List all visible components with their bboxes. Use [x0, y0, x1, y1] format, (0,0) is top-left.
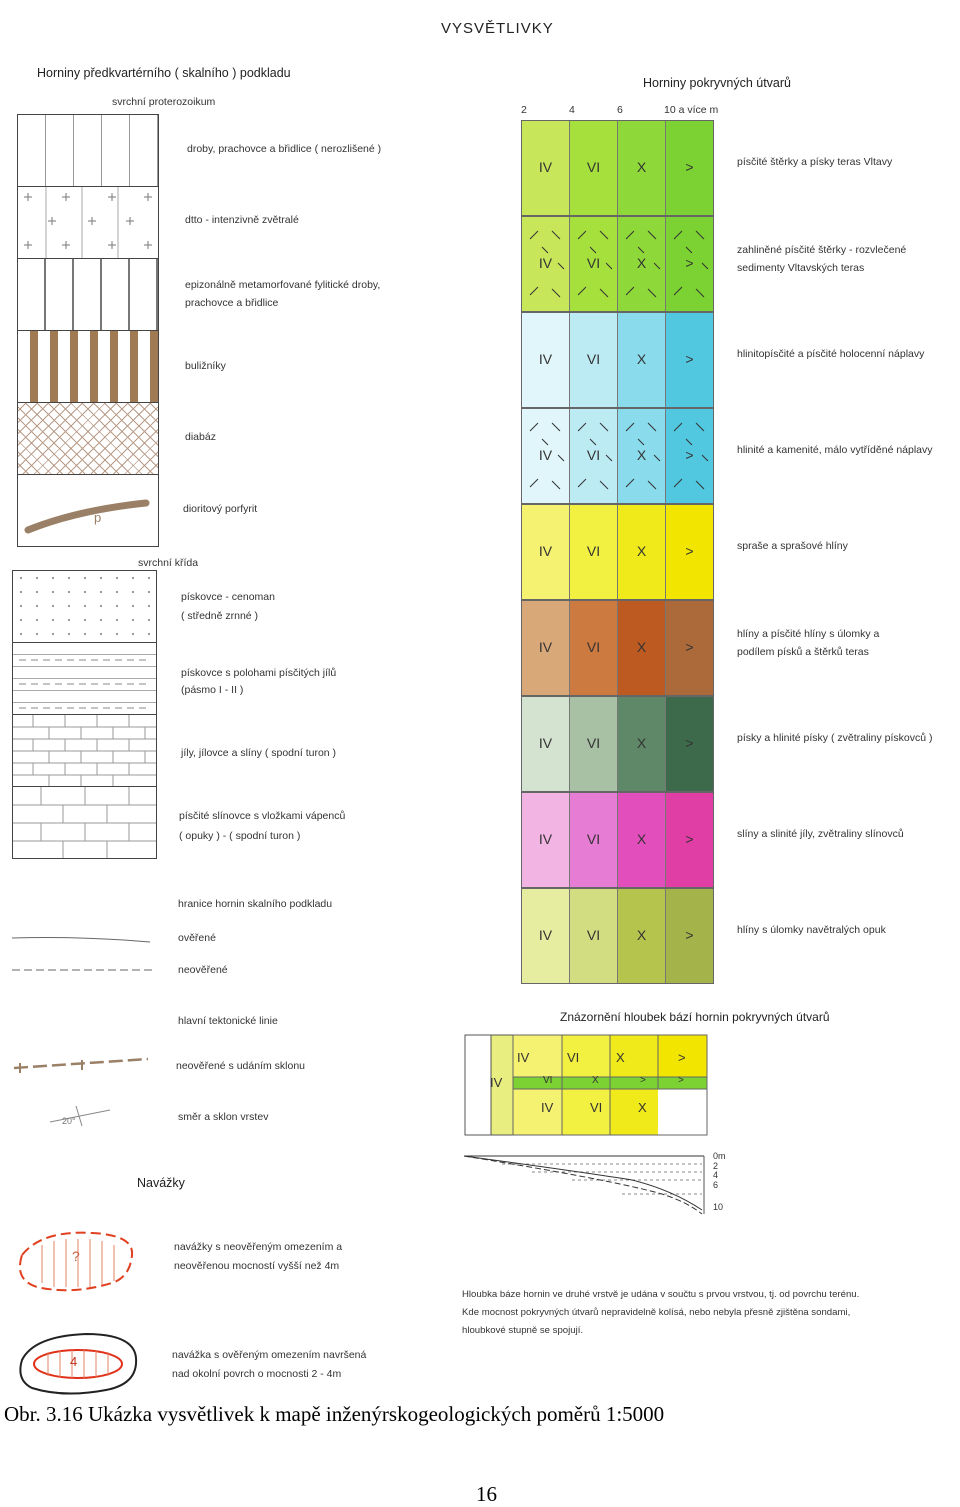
label-boundary-title: hranice hornin skalního podkladu	[178, 898, 333, 910]
cover-cell	[522, 793, 570, 887]
cover-cell	[618, 313, 666, 407]
cover-cell	[618, 409, 666, 503]
cover-cell-label: IV	[538, 927, 553, 943]
cover-block	[521, 120, 714, 216]
cover-desc: hlíny s úlomky navětralých opuk	[737, 924, 886, 936]
cover-cell	[618, 601, 666, 695]
dash-pattern	[13, 643, 156, 714]
cover-cell	[522, 505, 570, 599]
cover-cell-label: >	[685, 255, 694, 271]
cover-cell	[666, 697, 713, 791]
label-tectonic-title: hlavní tektonické linie	[178, 1015, 278, 1027]
swatch-droby	[17, 114, 159, 187]
cover-desc: písky a hlinité písky ( zvětraliny pískovců )	[737, 732, 933, 744]
plus-pattern	[18, 187, 158, 258]
dip-value: 20°	[62, 1116, 76, 1126]
cover-cell-label: IV	[538, 447, 553, 463]
cover-desc: hlíny a písčité hlíny s úlomky a	[737, 628, 880, 640]
cover-cell-label: IV	[538, 255, 553, 271]
cover-cell	[618, 697, 666, 791]
cover-cell	[570, 697, 618, 791]
swatch-metamorph	[17, 258, 159, 331]
cover-desc: písčité štěrky a písky teras Vltavy	[737, 156, 893, 168]
label-navazka-1a: navážky s neověřeným omezením a	[174, 1241, 343, 1253]
left-heading: Horniny předkvartérního ( skalního ) podkladu	[37, 66, 291, 80]
label-piskovce-jily-2: (pásmo I - II )	[181, 684, 244, 696]
depth-cell-label: IV	[517, 1050, 530, 1065]
cover-cell-label: >	[685, 927, 694, 943]
depth-title: Znázornění hloubek bází hornin pokryvných útvarů	[560, 1010, 830, 1024]
swatch-jily	[12, 714, 157, 787]
subheading-proterozoikum: svrchní proterozoikum	[112, 96, 216, 108]
label-buliznik: buližníky	[185, 360, 226, 372]
cover-cell-label: VI	[586, 639, 601, 655]
label-navazka-2b: nad okolní povrch o mocnosti 2 - 4m	[172, 1368, 342, 1380]
legend-title: VYSVĚTLIVKY	[441, 20, 554, 37]
cover-cell	[570, 601, 618, 695]
cover-cell	[666, 217, 713, 311]
label-droby: droby, prachovce a břidlice ( nerozlišené )	[187, 143, 382, 155]
label-dtto: dtto - intenzivně zvětralé	[185, 214, 299, 226]
tick-6: 6	[713, 1179, 719, 1190]
navazky-title: Navážky	[137, 1176, 185, 1190]
cover-desc: zahliněné písčité štěrky - rozvlečené	[737, 244, 907, 256]
cover-cell	[666, 889, 713, 983]
cover-cell	[666, 601, 713, 695]
cover-cell-label: X	[636, 831, 647, 847]
cover-cell-label: >	[685, 735, 694, 751]
cover-cell-label: VI	[586, 351, 601, 367]
cover-cell-label: IV	[538, 351, 553, 367]
label-jily: jíly, jílovce a slíny ( spodní turon )	[181, 747, 337, 759]
depth-cell-label: VI	[543, 1075, 553, 1086]
cover-cell	[618, 889, 666, 983]
cover-cell-label: IV	[538, 735, 553, 751]
depth-cell-label: X	[638, 1100, 647, 1115]
cover-desc: hlinité a kamenité, málo vytříděné náplavy	[737, 444, 933, 456]
swatch-piskovce	[12, 570, 157, 643]
cover-cell-label: IV	[538, 831, 553, 847]
cover-cell	[522, 409, 570, 503]
cover-cell	[570, 409, 618, 503]
cover-cell	[522, 217, 570, 311]
cover-cell-label: VI	[586, 831, 601, 847]
scale-6: 6	[617, 104, 623, 116]
label-piskovce-2: ( středně zrnné )	[181, 610, 259, 622]
cover-cell-label: VI	[586, 255, 601, 271]
depth-cell-label: >	[640, 1075, 646, 1086]
cover-cell-label: X	[636, 159, 647, 175]
cover-cell-label: >	[685, 447, 694, 463]
swatch-slinovce	[12, 786, 157, 859]
depth-note-2: Kde mocnost pokryvných útvarů nepravidelně kolísá, nebo nebyla přesně zjištěna sondami,	[462, 1307, 851, 1318]
cover-desc: sedimenty Vltavských teras	[737, 262, 865, 274]
figure-caption: Obr. 3.16 Ukázka vysvětlivek k mapě inženýrskogeologických poměrů 1:5000	[4, 1402, 665, 1426]
cover-cell	[618, 793, 666, 887]
depth-cell-label: X	[592, 1075, 599, 1086]
depth-left-label: IV	[490, 1075, 503, 1090]
tectonic-symbols	[10, 1050, 156, 1135]
swatch-piskovce-jily	[12, 642, 157, 715]
swatch-diabaz	[17, 402, 159, 475]
boundary-lines	[10, 930, 156, 975]
cover-cell	[522, 313, 570, 407]
depth-note-3: hloubkové stupně se spojují.	[462, 1325, 584, 1336]
cover-cell-label: VI	[586, 543, 601, 559]
cover-cell	[570, 793, 618, 887]
porfyrit-symbol: p	[94, 510, 102, 525]
depth-cell-label: >	[678, 1075, 684, 1086]
brick-pattern-2	[13, 787, 156, 858]
label-diabaz: diabáz	[185, 431, 216, 443]
depth-cell-label: X	[616, 1050, 625, 1065]
cover-block	[521, 312, 714, 408]
cover-desc: podílem písků a štěrků teras	[737, 646, 869, 658]
cover-cell	[666, 409, 713, 503]
cover-cell	[666, 313, 713, 407]
swatch-buliznik	[17, 330, 159, 403]
cover-cell-label: >	[685, 159, 694, 175]
porfyrit-dike	[18, 475, 158, 546]
label-slinovce-2: ( opuky ) - ( spodní turon )	[179, 830, 301, 842]
label-metamorph-1: epizonálně metamorfované fylitické droby,	[185, 279, 381, 291]
navazka-symbol-four: 4	[70, 1354, 78, 1369]
swatch-porfyrit	[17, 474, 159, 547]
subheading-krida: svrchní křída	[138, 557, 199, 569]
depth-note-1: Hloubka báze hornin ve druhé vrstvě je udána v součtu s prvou vrstvou, tj. od povrchu terénu.	[462, 1289, 860, 1300]
cover-cell	[570, 505, 618, 599]
tick-4: 4	[713, 1170, 719, 1180]
label-boundary-verified: ověřené	[178, 932, 216, 944]
cover-cell-label: >	[685, 831, 694, 847]
tick-0m: 0m	[713, 1151, 726, 1161]
cover-cell-label: VI	[586, 447, 601, 463]
cover-cell-label: VI	[586, 927, 601, 943]
cover-cell	[618, 121, 666, 215]
cover-cell-label: X	[636, 543, 647, 559]
cover-cell-label: X	[636, 735, 647, 751]
depth-ticks	[713, 1152, 726, 1213]
right-heading: Horniny pokryvných útvarů	[643, 76, 791, 90]
depth-cell-label: VI	[567, 1050, 580, 1065]
cover-block	[521, 408, 714, 504]
label-porfyrit: dioritový porfyrit	[183, 503, 258, 515]
cover-desc: slíny a slinité jíly, zvětraliny slínovců	[737, 828, 904, 840]
depth-cell-label: >	[678, 1050, 686, 1065]
label-tectonic-strike: směr a sklon vrstev	[178, 1111, 269, 1123]
cover-block	[521, 600, 714, 696]
navazka-symbol-question: ?	[72, 1248, 80, 1264]
label-tectonic-unverified: neověřené s udáním sklonu	[176, 1060, 305, 1072]
depth-cell-label: VI	[590, 1100, 603, 1115]
cover-cell	[522, 697, 570, 791]
swatch-droby-weathered	[17, 186, 159, 259]
label-metamorph-2: prachovce a břidlice	[185, 297, 279, 309]
tick-10: 10	[713, 1202, 724, 1212]
cover-cell	[522, 121, 570, 215]
cover-block	[521, 504, 714, 600]
cover-desc: spraše a sprašové hlíny	[737, 540, 848, 552]
cover-cell	[570, 889, 618, 983]
label-navazka-2a: navážka s ověřeným omezením navršená	[172, 1349, 367, 1361]
cover-cell	[570, 217, 618, 311]
label-boundary-unverified: neověřené	[178, 964, 228, 976]
cover-cell	[570, 121, 618, 215]
cover-cell	[618, 217, 666, 311]
scale-4: 4	[569, 104, 575, 116]
cover-cell-label: X	[636, 255, 647, 271]
navazka-verified-symbol	[14, 1328, 144, 1400]
label-piskovce-jily-1: pískovce s polohami písčitých jílů	[181, 667, 337, 679]
cover-cell	[666, 793, 713, 887]
cover-cell	[666, 121, 713, 215]
depth-profile	[462, 1150, 712, 1216]
cover-cell-label: IV	[538, 543, 553, 559]
scale-10: 10 a více m	[664, 104, 719, 116]
cover-cell-label: >	[685, 351, 694, 367]
cover-cell-label: IV	[538, 639, 553, 655]
cover-block	[521, 696, 714, 792]
cover-cell-label: X	[636, 447, 647, 463]
cover-cell-label: >	[685, 543, 694, 559]
cover-cell-label: VI	[586, 735, 601, 751]
cover-block	[521, 216, 714, 312]
cover-cell	[666, 505, 713, 599]
brick-pattern	[13, 715, 156, 786]
scale-2: 2	[521, 104, 527, 116]
cover-block	[521, 888, 714, 984]
cover-cell-label: X	[636, 639, 647, 655]
cover-cell-label: >	[685, 639, 694, 655]
cover-cell-label: X	[636, 351, 647, 367]
label-navazka-1b: neověřenou mocností vyšší než 4m	[174, 1260, 340, 1272]
cover-cell	[570, 313, 618, 407]
cover-block	[521, 792, 714, 888]
cover-cell	[522, 601, 570, 695]
page-number: 16	[476, 1482, 497, 1506]
label-piskovce-1: pískovce - cenoman	[181, 591, 275, 603]
cover-cell-label: X	[636, 927, 647, 943]
cover-cell-label: IV	[538, 159, 553, 175]
cover-cell	[618, 505, 666, 599]
tick-2: 2	[713, 1160, 719, 1171]
label-slinovce-1: písčité slínovce s vložkami vápenců	[179, 810, 346, 822]
cover-cell-label: VI	[586, 159, 601, 175]
cover-cell	[522, 889, 570, 983]
depth-cell-label: IV	[541, 1100, 554, 1115]
cover-desc: hlinitopísčité a písčité holocenní náplavy	[737, 348, 925, 360]
